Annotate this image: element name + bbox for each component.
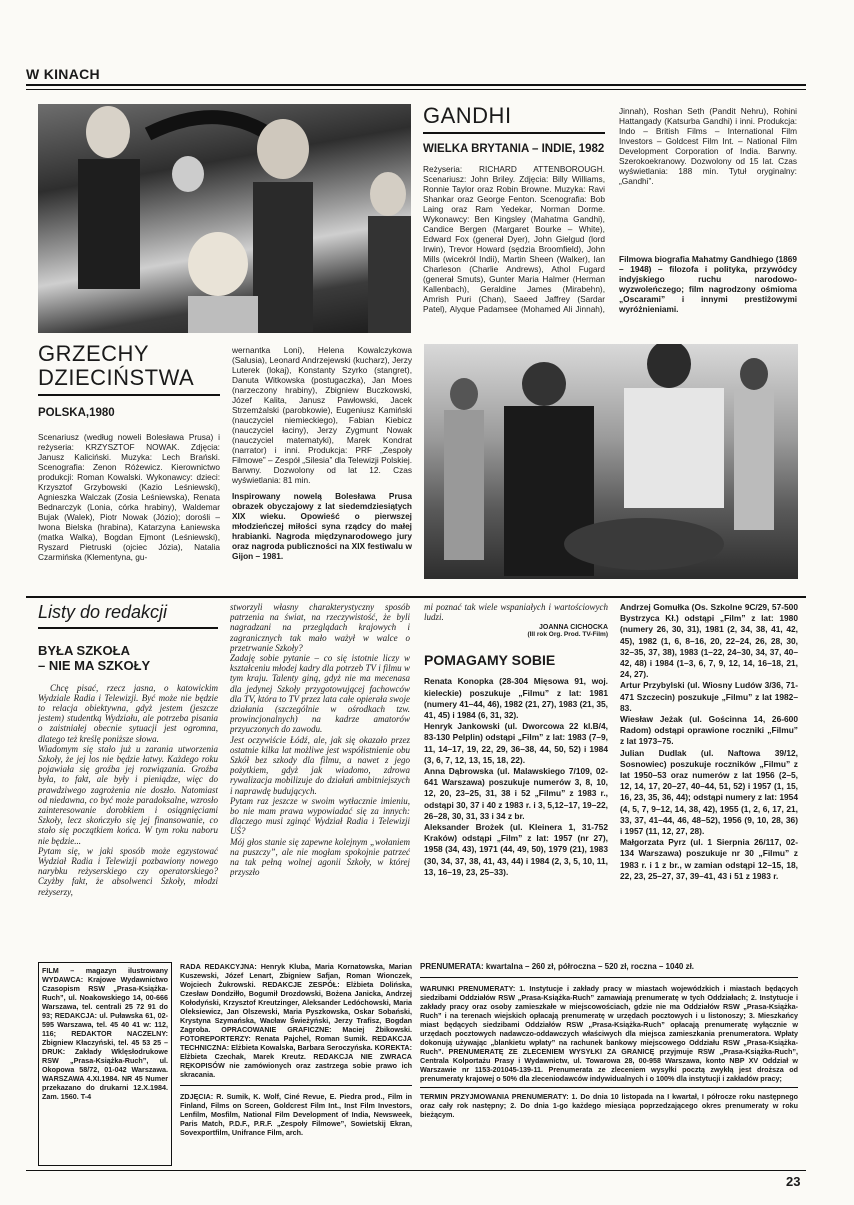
photo-gandhi xyxy=(424,344,798,579)
grzechy-title-1: GRZECHY xyxy=(38,342,150,366)
header-rule xyxy=(26,84,806,86)
photo-crowd xyxy=(424,344,798,579)
pomagamy-title: POMAGAMY SOBIE xyxy=(424,652,556,669)
section-header: W KINACH xyxy=(26,66,100,82)
letter-title-1: BYŁA SZKOŁA xyxy=(38,642,130,658)
gandhi-summary: Filmowa biografia Mahatmy Gandhiego (1869 – 1948) – filozofa i polityka, przywódcy indyjskiego ruchu narodowo-wyzwoleńczego; film nagrodzony ośmioma „Oscarami” i innymi prestiżowymi wyróżnieniami. xyxy=(619,254,797,314)
imprint-editorial-rule xyxy=(180,1085,412,1086)
subscription-rule-1 xyxy=(420,977,798,978)
gandhi-credits-part1: Reżyseria: RICHARD ATTENBOROUGH. Scenariusz: John Briley. Zdjęcia: Billy Williams, Ronnie Taylor oraz Robin Browne. Muzyka: Ravi Shankar oraz George Fenton. Scenografia: Bob Laing oraz Ram Yedekar, Norman Dorme. Wykonawcy: Ben Kingsley (Mahatma Gandhi), Candice Bergen (Margaret Bourke – White), Edward Fox (generał Dyer), John Gielgud (lord Irwin), Trevor Howard (sędzia Broomfield), John Mills (wicekról Indii), Martin Sheen (Walker), Ian Charleson (Charlie Andrews), Athol Fugard (generał Smuts), Gunter Maria Halmer (Herman Kallenbach), Geraldine James (Mirabehn), Amrish Puri (Chan), Saeed Jaffrey (Sardar Patel), Alyque Padamsee (Mohamed Ali Jinnah), xyxy=(423,163,605,314)
subscription-rule-2 xyxy=(420,1087,798,1088)
page-number: 23 xyxy=(786,1174,801,1189)
imprint-subscription xyxy=(420,962,798,1166)
middle-rule xyxy=(26,596,806,598)
grzechy-country: POLSKA,1980 xyxy=(38,406,115,419)
grzechy-title-rule xyxy=(38,394,220,396)
photo-figures xyxy=(38,104,411,333)
grzechy-credits-b: wernantka Loni), Helena Kowalczykowa (Salusia), Leonard Andrzejewski (kucharz), Jerzy Luterek (lokaj), Konstanty Szyrko (stangret), Danuta Witkowska (postugaczka), Jan Moes (narzeczony hrabiny), Zbigniew Buczkowski, Józef Kalita, Janusz Pawłowski, Jacek Strzemżalski (parobkowie), Eugeniusz Kamiński (nauczyciel niemieckiego), Fabian Kiebicz (nauczyciel łaciny), Jerzy Zygmunt Nowak (nauczyciel matematyki), Marek Kondrat (narrator) i inni. Produkcja: PRF „Zespoły Filmowe” – Zespół „Silesia” dla Telewizji Polskiej. Barwny. Dozwolony od lat 12. Czas wyświetlania: 81 min. xyxy=(232,345,412,485)
gandhi-title: GANDHI xyxy=(423,104,512,128)
listy-column-2 xyxy=(230,602,410,960)
pomagamy-column-1 xyxy=(424,602,608,960)
gandhi-column-2 xyxy=(619,106,797,336)
grzechy-credits-a: Scenariusz (według noweli Bolesława Prusa) i reżyseria: KRZYSZTOF NOWAK. Zdjęcia: Janusz Kaliciński. Muzyka: Lech Brański. Scenografia: Zenon Różewicz. Kierownictwo produkcji: Roman Kowalski. Wykonawcy: dzieci: Krzysztof Grzybowski (Kazio Leśniewski), Agnieszka Walczak (Zosia Leśniewska), Renata Bednarczyk (Lonia, córka hrabiny), Waldemar Bujak (Walek), Piotr Nowak (Józio); dorośli – Iwona Bielska (hrabina), Katarzyna Łaniewska (matka Walka), Bogdan Ejmont (Leśniewski), Ryszard Pietruski (ojciec Józia), Natalia Czarmińska (Klementyna, gu- xyxy=(38,431,220,562)
subscription-deadline: TERMIN PRZYJMOWANIA PRENUMERATY: 1. Do dnia 10 listopada na I kwartał, I półrocze roku następnego oraz cały rok następny; 2. Do dnia 1-go każdego miesiąca poprzedzającego okres prenumeraty w roku bieżącym. xyxy=(420,1092,798,1119)
listy-section-title: Listy do redakcji xyxy=(38,602,168,622)
grzechy-title-2: DZIECIŃSTWA xyxy=(38,365,195,390)
gandhi-column-1 xyxy=(423,104,605,334)
imprint-photos: ZDJĘCIA: R. Sumik, K. Wolf, Ciné Revue, E. Piedra prod., Film in Finland, Films on Screen, Goldcrest Film Int., Inst Film Investors, Lenfilm, Mosfilm, National Film Development of India, Newsweek, Paris Match, P.D.F., P.R.F. „Zespoły Filmowe”, Sowietskij Ekran, Sovexportfilm, Unifrance Film, arch. xyxy=(180,1092,412,1137)
letter-text-a: Chcę pisać, rzecz jasna, o katowickim Wydziale Radia i Telewizji. Być może nie będzie to relacja obiektywna, gdyż jestem (jeszcze jestem) studentką Wydziału, ale potrzeba pisania o zaistniałej obecnie sytuacji jest ogromna, dlatego też kreślę poniższe słowa. Wiadomym się stało już u zarania utworzenia Szkoły, że jej los nie będzie łatwy. Każdego roku pojawiała się groźba jej rozwiązania. Groźba była, to fakt, ale były i pieniądze, więc do prawdziwego zagrożenia nie doszło. Natomiast od niedawna, co być może paradoksalne, wzrosło zainteresowanie dorobkiem i osiągnięciami Szkoły, lecz skończyło się jej finansowanie, co stało się początkiem końca. W tym roku naboru nie będzie... Pytam się, w jaki sposób może egzystować Wydział Radia i Telewizji pozbawiony nowego narybku reżyserskiego czy operatorskiego? Czyżby fakt, że absolwenci Szkoły, młodzi reżyserzy, xyxy=(38,682,218,897)
listy-column-1 xyxy=(38,600,218,960)
imprint-editorial-board: RADA REDAKCYJNA: Henryk Kluba, Maria Kornatowska, Marian Kuszewski, Józef Lenart, Zbigniew Safjan, Roman Wionczek, Wojciech Żukrowski. REDAKCJE ZESPÓŁ: Elżbieta Dolińska, Czesław Dondziłło, Bogumił Drozdowski, Bożena Janicka, Andrzej Kołodyński, Krzysztof Kreutzinger, Aleksander Ledóchowski, Maria Oleksiewicz, Jan Olszewski, Maria Pyszkowska, Oskar Sobański, Krystyna Szymańska, Wacław Świeżyński, Jerzy Trafisz, Bogdan Zagroba. OPRACOWANIE GRAFICZNE: Maciej Żbikowski. FOTOREPORTERZY: Renata Pajchel, Roman Sumik. REDAKCJA TECHNICZNA: Elżbieta Kowalska, Barbara Seroczyńska. KOREKTA: Elżbieta Czechak, Marek Kreutz. REDAKCJA NIE ZWRACA RĘKOPISÓW nie zamówionych oraz zastrzega sobie prawo ich skracania. xyxy=(180,962,412,1079)
gandhi-title-rule xyxy=(423,132,605,134)
letter-signature-note: (III rok Org. Prod. TV-Film) xyxy=(527,631,608,639)
imprint-publisher-box xyxy=(38,962,172,1166)
letter-title-2: – NIE MA SZKOŁY xyxy=(38,657,151,673)
grzechy-summary: Inspirowany nowelą Bolesława Prusa obrazek obyczajowy z lat siedemdziesiątych XIX wieku. Opowieść o pierwszej młodzieńczej miłości syna rządcy do małej hrabianki. Nagroda międzynarodowego jury oraz nagroda publiczności na XIX festiwalu w Gijon – 1981. xyxy=(232,491,412,561)
subscription-terms: WARUNKI PRENUMERATY: 1. Instytucje i zakłady pracy w miastach wojewódzkich i miastach będących siedzibami Oddziałów RSW „Prasa-Książka-Ruch” zamawiają prenumeratę w tych Oddziałach; 2. Instytucje i zakłady pracy oraz osoby zamieszkałe w miejscowościach, gdzie nie ma Oddziałów RSW „Prasa-Książka-Ruch” i na terenach wiejskich opłacają prenumeratę w urzędach pocztowych i u listonoszy; 3. Mieszkańcy miast będących siedzibami Oddziałów RSW „Prasa-Książka-Ruch” opłacają prenumeratę wyłącznie w urzędach pocztowych nadawczo-oddawczych właściwych dla miejsca zamieszkania prenumeratora. Wpłaty dokonują używając „blankietu wpłaty” na rachunek bankowy miejscowego Oddziału RSW „Prasa-Książka-Ruch”. PRENUMERATĘ ZE ZLECENIEM WYSYŁKI ZA GRANICĘ przyjmuje RSW „Prasa-Książka-Ruch”, Centrala Kolportażu Prasy i Wydawnictw, ul. Towarowa 28, 00-958 Warszawa, konto NBP XV Oddział w Warszawie nr 1153-201045-139-11. Prenumerata ze zleceniem wysyłki pocztą zwykłą jest droższa od prenumeraty krajowej o 50% dla zleceniodawców indywidualnych i o 100% dla instytucji i zakładów pracy; xyxy=(420,984,798,1083)
imprint-editorial xyxy=(180,962,412,1162)
pomagamy-text-1: Renata Konopka (28-304 Mięsowa 91, woj. kieleckie) poszukuje „Filmu” z lat: 1981 (numery 41–44, 46), 1982 (21, 27), 1983 (21, 35, 41, 45) i 1984 (6, 31, 32). Henryk Jankowski (ul. Dworcowa 22 kl.B/4, 83-130 Pelplin) odstąpi „Film” z lat: 1983 (7–9, 11, 14–17, 19, 22, 29, 36–38, 44, 50, 52) i 1984 (3, 6, 7, 12, 13, 15, 18, 22). Anna Dąbrowska (ul. Malawskiego 7/109, 02-641 Warszawa) poszukuje numerów 3, 8, 10, 12, 20, 23–25, 31, 38 i 52 „Filmu” z 1983 r., odstąpi 30, 37 i 40 z 1983 r. i 3, 5,12–17, 19–22, 26–28, 30, 31, 33 i 34 z br. Aleksander Brożek (ul. Kleinera 1, 31-752 Kraków) odstąpi „Film” z lat: 1957 (nr 27), 1958 (34, 43), 1971 (44, 49, 50), 1979 (21), 1983 (30, 34, 37, 38, 41, 43, 44) i 1984 (2, 3, 5, 10, 11, 13, 16–19, 23, 25–33). xyxy=(424,676,608,877)
listy-title-rule xyxy=(38,627,218,629)
letter-text-b: stworzyli własny charakterystyczny sposób patrzenia na świat, na rzeczywistość, że byli nagradzani na przeglądach krajowych i zagranicznych tak mało ważył w walce o przetrwanie Szkoły? Zadaję sobie pytanie – co się istotnie liczy w kształceniu młodej kadry dla potrzeb TV i filmu w tym kraju. Talenty giną, gdyż nie ma mecenasa dla jedynej Szkoły przygotowującej fachowców dla TV, która to TV przez lata całe opierała swoje działania (szczególnie w ośrodkach tzw. prowincjonalnych) na kadrze amatorów przyuczonych do zawodu. Jest oczywiście Łódź, ale, jak się okazało przez ostatnie kilka lat możliwe jest współistnienie obu Szkół bez szkody dla filmu, a nawet z jego pożytkiem, gdyż jak wiadomo, zdrowa rywalizacja mobilizuje do działań ambitniejszych i naprawdę budujących. Pytam raz jeszcze w swoim wytłacznie imieniu, bo nie mam prawa wypowiadać się za innych: dlaczego musi zginąć Wydział Radia i Telewizji UŚ? Mój głos stanie się zapewne kolejnym „wołaniem na puszczy”, ale nie mogłam spokojnie patrzeć na tak pełną wolnej agonii Szkoły, w której przyszło xyxy=(230,602,410,878)
header-rule-thin xyxy=(26,89,806,90)
bottom-rule xyxy=(26,1170,806,1171)
pomagamy-column-2 xyxy=(620,602,798,960)
gandhi-country: WIELKA BRYTANIA – INDIE, 1982 xyxy=(423,142,605,155)
grzechy-column-1 xyxy=(38,342,220,582)
grzechy-column-2 xyxy=(232,345,412,590)
letter-signature-name: JOANNA CICHOCKA xyxy=(539,624,608,632)
photo-grzechy-dziecinstwa xyxy=(38,104,411,333)
gandhi-credits-part2: Jinnah), Roshan Seth (Pandit Nehru), Rohini Hattangady (Katsurba Gandhi) i inni. Produkcja: Indo – British Films – International Film Investors – Goldcest Film Int. – National Film Development Corporation of India. Barwny. Szerokoekranowy. Dozwolony od 15 lat. Czas wyświetlania: 188 min. Tytuł oryginalny: „Gandhi”. xyxy=(619,106,797,186)
letter-text-c: mi poznać tak wiele wspaniałych i wartościowych ludzi. xyxy=(424,602,608,623)
subscription-prices: PRENUMERATA: kwartalna – 260 zł, półroczna – 520 zł, roczna – 1040 zł. xyxy=(420,962,695,971)
imprint-publisher: FILM – magazyn ilustrowany WYDAWCA: Krajowe Wydawnictwo Czasopism RSW „Prasa-Książka-Ruch”, ul. Noakowskiego 14, 00-666 Warszawa, tel. centrali 25 72 91 do 93; REDAKCJA: ul. Puławska 61, 02-595 Warszawa, tel. 45 40 41 w: 112, 116; REDAKTOR NACZELNY: Zbigniew Kłaczyński, tel. 45 53 25 – DRUK: Zakłady Wklęsłodrukowe RSW „Prasa-Książka-Ruch”, ul. Okopowa 58/72, 01-042 Warszawa. WARSZAWA 4.XI.1984. NR 45 Numer przekazano do drukarni 12.X.1984. Zam. 1560. T-4 xyxy=(42,966,168,1101)
pomagamy-text-2: Andrzej Gomułka (Os. Szkolne 9C/29, 57-500 Bystrzyca Kł.) odstąpi „Film” z lat: 1980 (numery 26, 30, 31), 1981 (2, 34, 38, 41, 42, 45), 1982 (1, 6, 8–16, 20, 22–24, 26, 28, 30, 32–35, 37, 38), 1983 (1–22, 24–30, 34, 37, 40–42, 48) i 1984 (1–3, 6, 7, 9, 12, 14, 16–18, 21, 24, 27). Artur Przybylski (ul. Wiosny Ludów 3/36, 71-471 Szczecin) poszukuje „Filmu” z lat 1982–83. Wiesław Jeżak (ul. Gościnna 14, 26-600 Radom) odstąpi oprawione roczniki „Filmu” z lat 1973–75. Julian Dudlak (ul. Naftowa 39/12, Sosnowiec) poszukuje roczników „Filmu” z lat 1950–53 oraz numerów z lat 1956 (2–5, 12, 14, 17, 20–27, 40–44, 51, 52) i 1957 (1, 15, 16, 23, 35, 36, 44); odstąpi numery z lat: 1954 (4, 5, 7, 9–12, 14, 38, 42), 1955 (1, 2, 6, 17, 21, 33, 37, 41–44, 46, 48–52), 1956 (9, 10, 28, 36) i 1957 (11, 12, 27, 28). Małgorzata Pyrz (ul. 1 Sierpnia 26/117, 02-134 Warszawa) poszukuje nr 30 „Filmu” z 1983 r. i 1 z br., w zamian odstąpi 12–15, 18, 22, 23, 25–27, 37, 39–41, 43 i 51 z 1983 r. xyxy=(620,602,798,881)
